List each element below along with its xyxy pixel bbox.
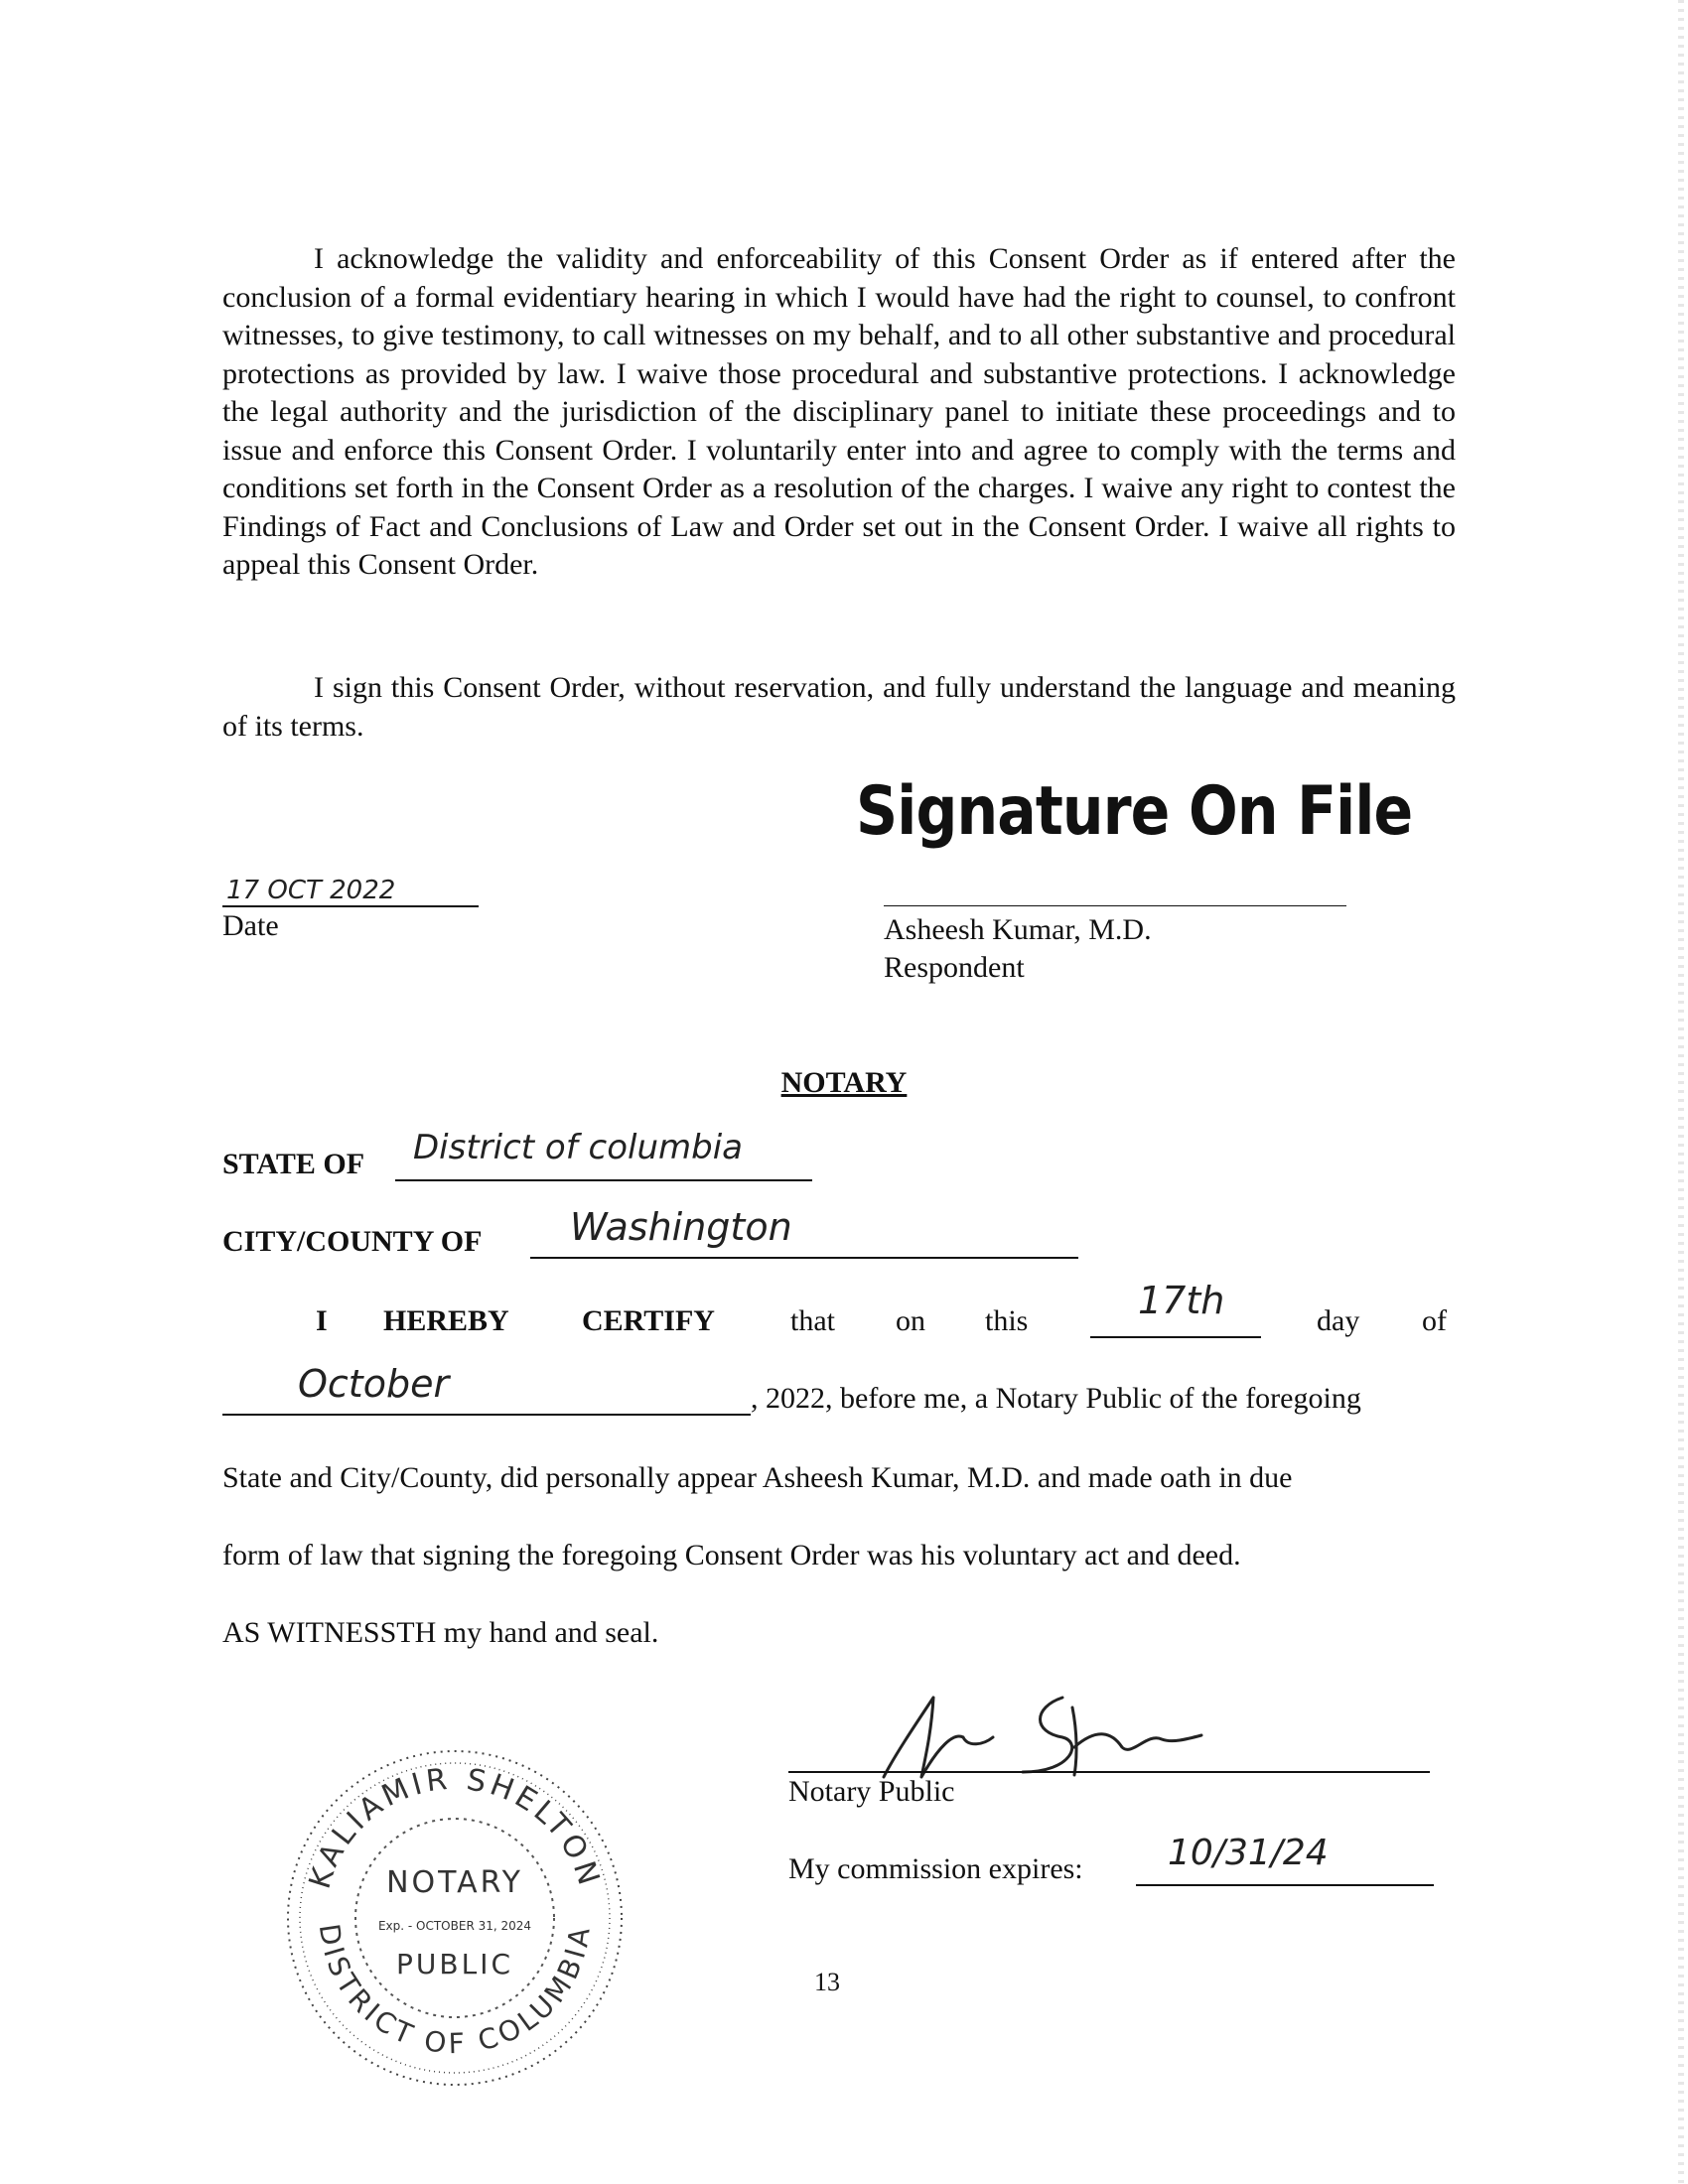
acknowledgment-paragraph: I acknowledge the validity and enforceability of this Consent Order as if entered after the conclusion of a formal evidentiary hearing in which I would have had the right to counsel, to confront witnesses, to give testimony, to call witnesses on my behalf, and to all other substantive and procedural protections as provided by law. I waive those procedural and substantive protections. I acknowledge the legal authority and the jurisdiction of the disciplinary panel to initiate these proceedings and to issue and enforce this Consent Order. I voluntarily enter into and agree to comply with the terms and conditions set forth in the Consent Order as a resolution of the charges. I waive any right to contest the Findings of Fact and Conclusions of Law and Order set out in the Consent Order. I waive all rights to appeal this Consent Order. — [222, 242, 1456, 581]
year-text: , 2022, before me, a Notary Public of the foregoing — [751, 1382, 1361, 1415]
seal-expiry: Exp. - OCTOBER 31, 2024 — [377, 1919, 532, 1933]
commission-label: My commission expires: — [788, 1852, 1083, 1885]
respondent-role: Respondent — [884, 951, 1025, 984]
date-label: Date — [222, 909, 279, 942]
notary-signature-line — [788, 1771, 1430, 1773]
notary-public-label: Notary Public — [788, 1775, 955, 1808]
state-label: STATE OF — [222, 1148, 365, 1180]
certify-word-1: I — [316, 1304, 328, 1337]
notary-heading: NOTARY — [780, 1066, 908, 1099]
day-handwritten: 17th — [1138, 1279, 1225, 1322]
county-label: CITY/COUNTY OF — [222, 1225, 483, 1258]
commission-handwritten: 10/31/24 — [1168, 1833, 1329, 1873]
seal-name: KALIAMIR SHELTON — [302, 1761, 608, 1893]
respondent-signature-line — [884, 905, 1346, 906]
signature-on-file: Signature On File — [856, 772, 1413, 851]
page-number: 13 — [814, 1968, 840, 1996]
svg-text:DISTRICT OF COLUMBIA — [313, 1922, 598, 2061]
commission-line — [1136, 1884, 1434, 1886]
respondent-name: Asheesh Kumar, M.D. — [884, 913, 1152, 946]
certify-word-4: that — [790, 1304, 835, 1337]
certify-word-2: HEREBY — [383, 1304, 509, 1337]
notary-line-5: AS WITNESSTH my hand and seal. — [222, 1616, 659, 1649]
of-label: of — [1422, 1304, 1447, 1337]
day-label: day — [1317, 1304, 1360, 1337]
seal-title-top: NOTARY — [386, 1865, 523, 1900]
certify-word-6: this — [985, 1304, 1029, 1337]
certify-word-3: CERTIFY — [582, 1304, 715, 1337]
month-line — [222, 1414, 751, 1416]
month-handwritten: October — [298, 1362, 450, 1406]
county-line — [530, 1257, 1078, 1259]
notary-line-3: State and City/County, did personally appear Asheesh Kumar, M.D. and made oath in due — [222, 1461, 1293, 1494]
notary-line-4: form of law that signing the foregoing Consent Order was his voluntary act and deed. — [222, 1539, 1241, 1571]
county-handwritten: Washington — [570, 1205, 792, 1249]
date-line — [222, 905, 479, 907]
sign-paragraph: I sign this Consent Order, without reservation, and fully understand the language and meaning of its terms. — [222, 671, 1456, 743]
seal-title-bottom: PUBLIC — [396, 1948, 513, 1980]
state-handwritten: District of columbia — [413, 1128, 743, 1167]
day-line — [1090, 1336, 1261, 1338]
seal-jurisdiction: DISTRICT OF COLUMBIA — [312, 1921, 598, 2061]
state-line — [395, 1179, 812, 1181]
date-handwritten: 17 OCT 2022 — [226, 876, 396, 905]
certify-word-5: on — [896, 1304, 925, 1337]
notary-seal — [280, 1743, 630, 2093]
